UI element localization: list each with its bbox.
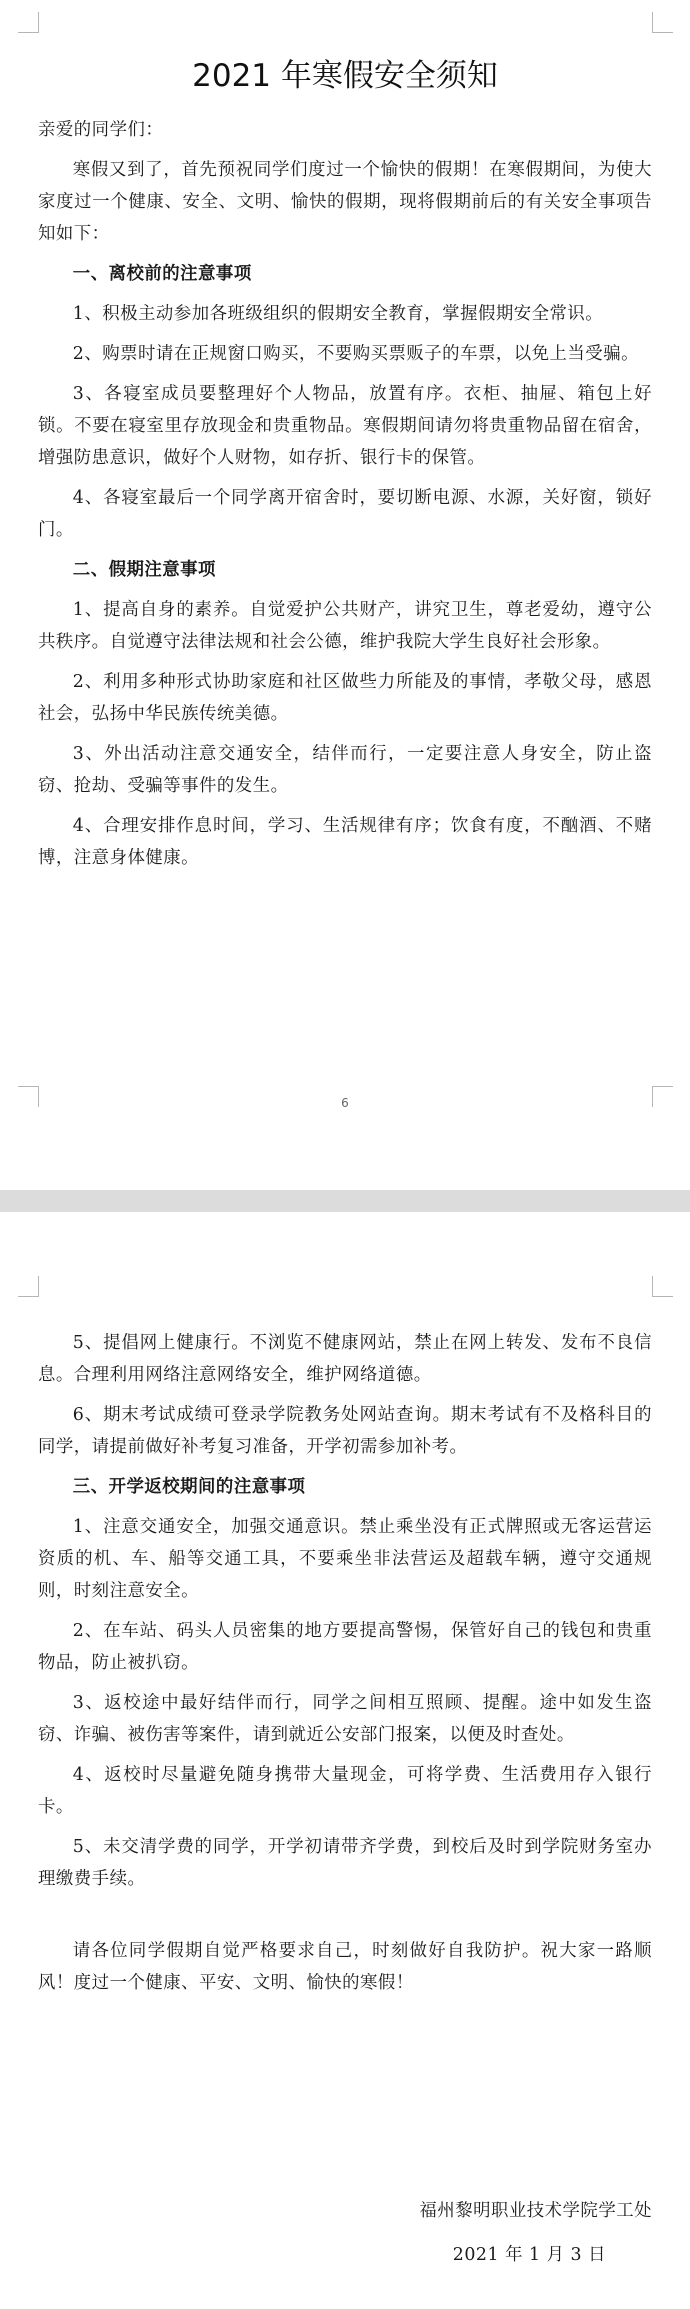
signature-organization: 福州黎明职业技术学院学工处 [419,2201,652,2221]
section-3-heading: 三、开学返校期间的注意事项 [72,1477,306,1497]
section-3-item: 4、返校时尽量避免随身携带大量现金，可将学费、生活费用存入银行卡。 [38,1765,652,1817]
section-2-item: 1、提高自身的素养。自觉爱护公共财产，讲究卫生，尊老爱幼，遵守公共秩序。自觉遵守法律法规和社会公德，维护我院大学生良好社会形象。 [38,600,652,652]
section-1-item: 1、积极主动参加各班级组织的假期安全教育，掌握假期安全常识。 [72,304,604,324]
section-1-item: 3、各寝室成员要整理好个人物品，放置有序。衣柜、抽屉、箱包上好锁。不要在寝室里存放现金和贵重物品。寒假期间请勿将贵重物品留在宿舍，增强防患意识，做好个人财物，如存折、银行卡的保管。 [38,384,652,468]
page-1-body [38,114,652,882]
crop-mark [18,12,39,33]
intro-paragraph: 寒假又到了，首先预祝同学们度过一个愉快的假期！在寒假期间，为使大家度过一个健康、安全、文明、愉快的假期，现将假期前后的有关安全事项告知如下： [38,160,652,244]
section-1-item: 4、各寝室最后一个同学离开宿舍时，要切断电源、水源，关好窗，锁好门。 [38,488,652,540]
crop-mark [18,1276,39,1297]
section-1-heading: 一、离校前的注意事项 [72,264,252,284]
page-separator [0,1190,690,1212]
section-3-item: 5、未交清学费的同学，开学初请带齐学费，到校后及时到学院财务室办理缴费手续。 [38,1837,652,1889]
greeting: 亲爱的同学们： [38,120,164,140]
section-3-item: 3、返校途中最好结伴而行，同学之间相互照顾、提醒。途中如发生盗窃、诈骗、被伤害等案件，请到就近公安部门报案，以便及时查处。 [38,1693,652,1745]
section-2-heading: 二、假期注意事项 [72,560,216,580]
closing-paragraph: 请各位同学假期自觉严格要求自己，时刻做好自我防护。祝大家一路顺风！度过一个健康、平安、文明、愉快的寒假！ [38,1941,652,1993]
section-2-item: 5、提倡网上健康行。不浏览不健康网站，禁止在网上转发、发布不良信息。合理利用网络注意网络安全，维护网络道德。 [38,1333,652,1385]
section-2-item: 3、外出活动注意交通安全，结伴而行，一定要注意人身安全，防止盗窃、抢劫、受骗等事件的发生。 [38,744,652,796]
section-3-item: 2、在车站、码头人员密集的地方要提高警惕，保管好自己的钱包和贵重物品，防止被扒窃。 [38,1621,652,1673]
crop-mark [652,1276,673,1297]
section-1-item: 2、购票时请在正规窗口购买，不要购买票贩子的车票，以免上当受骗。 [72,344,639,364]
section-2-item: 2、利用多种形式协助家庭和社区做些力所能及的事情，孝敬父母，感恩社会，弘扬中华民族传统美德。 [38,672,652,724]
page-number: 6 [341,1096,349,1110]
section-2-item: 6、期末考试成绩可登录学院教务处网站查询。期末考试有不及格科目的同学，请提前做好补考复习准备，开学初需参加补考。 [38,1405,652,1457]
document-title: 2021 年寒假安全须知 [192,58,498,94]
section-3-item: 1、注意交通安全，加强交通意识。禁止乘坐没有正式牌照或无客运营运资质的机、车、船等交通工具，不要乘坐非法营运及超载车辆，遵守交通规则，时刻注意安全。 [38,1517,652,1601]
section-2-item: 4、合理安排作息时间，学习、生活规律有序；饮食有度，不酗酒、不赌博，注意身体健康。 [38,816,652,868]
signature-date: 2021 年 1 月 3 日 [452,2245,606,2265]
crop-mark [652,12,673,33]
page-2-body [38,1327,652,2007]
